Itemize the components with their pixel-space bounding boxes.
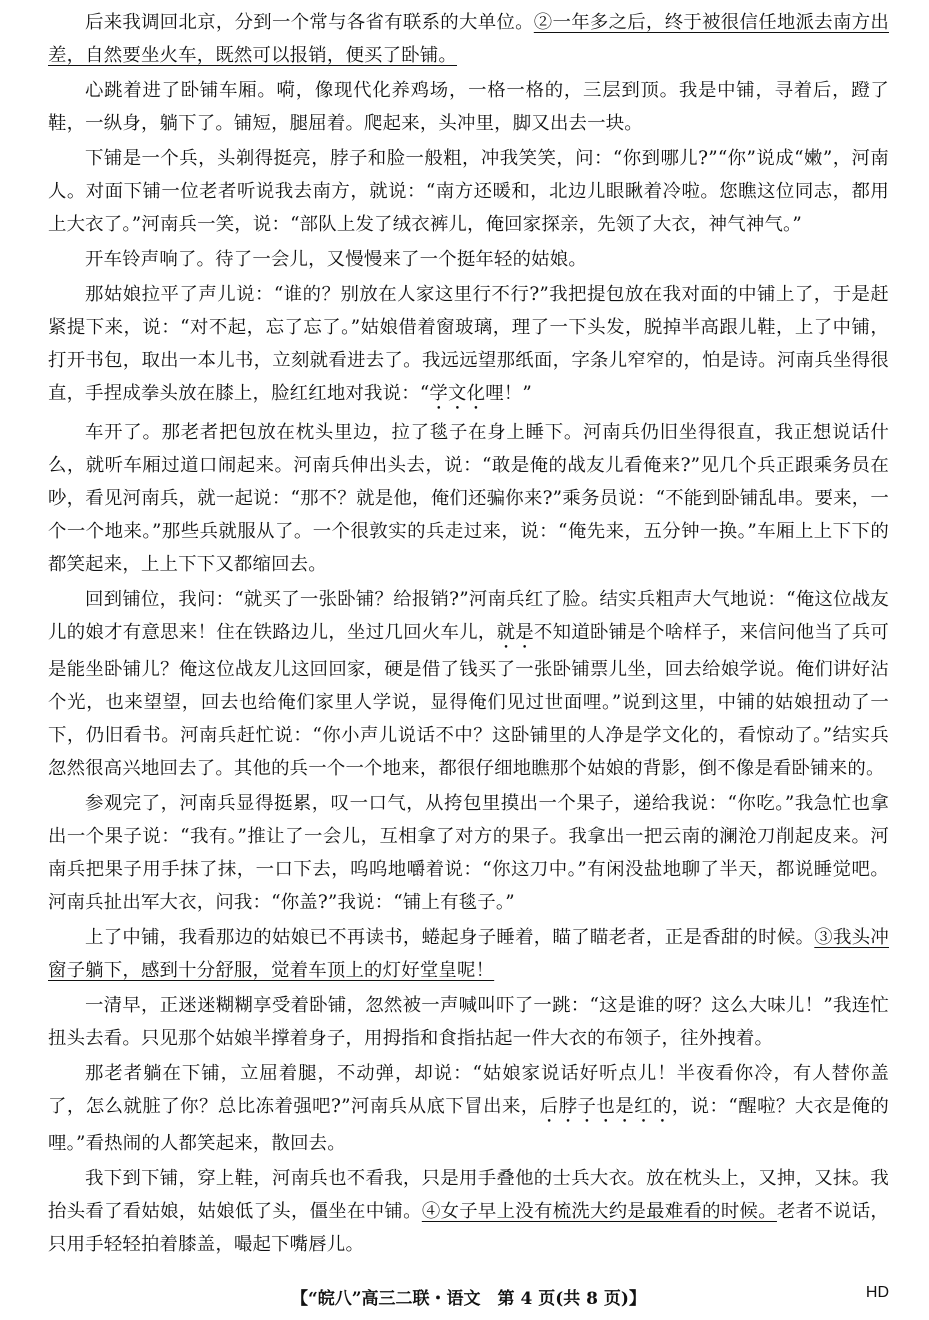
paragraph-2 (48, 74, 889, 140)
text-run: ，说：“醒啦？大衣是俺的哩。”看热闹的人都笑起来，散回去。 (48, 1096, 889, 1154)
text-run: 老者不说话，只用手轻轻拍着膝盖，嘬起下嘴唇儿。 (48, 1201, 889, 1255)
text-run: 一清早，正迷迷糊糊享受着卧铺，忽然被一声喊叫吓了一跳：“这是谁的呀？这么大味儿！”我连忙扭头去看。只见那个姑娘半撑着身子，用拇指和食指拈起一件大衣的布领子，往外拽着。 (48, 995, 889, 1049)
text-run: 那老者躺在下铺，立屈着腿，不动弹，却说：“姑娘家说话好听点儿！半夜看你冷，有人替你盖了，怎么就脏了你？总比冻着强吧?”河南兵从底下冒出来， (48, 1063, 889, 1117)
paragraph-9 (48, 921, 889, 987)
emphasized-phrase: 学文化 (429, 383, 486, 404)
text-run: 我下到下铺，穿上鞋，河南兵也不看我，只是用手叠他的士兵大衣。放在枕头上，又抻，又抹。我抬头看了看姑娘，姑娘低了头，僵坐在中铺。 (48, 1168, 889, 1222)
underlined-sentence: ④女子早上没有梳洗大约是最难看的时候。 (421, 1201, 777, 1222)
text-run: 那姑娘拉平了声儿说：“谁的？别放在人家这里行不行?”我把提包放在我对面的中铺上了，于是赶紧提下来，说：“对不起，忘了忘了。”姑娘借着窗玻璃，理了一下头发，脱掉半高跟儿鞋，上了中铺，打开书包，取出一本儿书，立刻就看进去了。我远远望那纸面，字条儿窄窄的，怕是诗。河南兵坐得很直，手捏成拳头放在膝上，脸红红地对我说：“ (48, 284, 889, 404)
paragraph-12 (48, 1162, 889, 1261)
paragraph-11 (48, 1057, 889, 1160)
underlined-sentence: ②一年多之后，终于被很信任地派去南方出差，自然要坐火车，既然可以报销，便买了卧铺。 (48, 12, 889, 66)
paragraph-10 (48, 989, 889, 1055)
emphasized-phrase: 就是 (496, 622, 534, 643)
text-run: 心跳着进了卧铺车厢。嗬，像现代化养鸡场，一格一格的，三层到顶。我是中铺，寻着后，蹬了鞋，一纵身，躺下了。铺短，腿屈着。爬起来，头冲里，脚又出去一块。 (48, 80, 889, 134)
text-run: 上了中铺，我看那边的姑娘已不再读书，蜷起身子睡着，瞄了瞄老者，正是香甜的时候。 (85, 927, 815, 948)
text-run: 车开了。那老者把包放在枕头里边，拉了毯子在身上睡下。河南兵仍旧坐得很直，我正想说话什么，就听车厢过道口闹起来。河南兵伸出头去，说：“敢是俺的战友儿看俺来?”见几个兵正跟乘务员在吵，看见河南兵，就一起说：“那不？就是他，俺们还骗你来?”乘务员说：“不能到卧铺乱串。要来，一个一个地来。”那些兵就服从了。一个很敦实的兵走过来，说：“俺先来，五分钟一换。”车厢上上下下的都笑起来，上上下下又都缩回去。 (48, 422, 889, 575)
paragraph-8 (48, 787, 889, 919)
paragraph-1 (48, 6, 889, 72)
underlined-sentence: ③我头冲窗子躺下，感到十分舒服，觉着车顶上的灯好堂皇呢！ (48, 927, 889, 981)
text-run: 后来我调回北京，分到一个常与各省有联系的大单位。 (85, 12, 534, 33)
text-run: 哩！” (485, 383, 532, 404)
paragraph-6 (48, 416, 889, 581)
text-run: 开车铃声响了。待了一会儿，又慢慢来了一个挺年轻的姑娘。 (85, 249, 587, 270)
text-run: 不知道卧铺是个啥样子，来信问他当了兵可是能坐卧铺儿？俺这位战友儿这回回家，硬是借了钱买了一张卧铺票儿坐，回去给娘学说。俺们讲好沾个光，也来望望，回去也给俺们家里人学说，显得俺们见过世面哩。”说到这里，中铺的姑娘扭动了一下，仍旧看书。河南兵赶忙说：“你小声儿说话不中？这卧铺里的人净是学文化的，看惊动了。”结实兵忽然很高兴地回去了。其他的兵一个一个地来，都很仔细地瞧那个姑娘的背影，倒不像是看卧铺来的。 (48, 622, 889, 779)
paragraph-7 (48, 583, 889, 785)
exam-code: HD (865, 1284, 889, 1301)
text-run: 下铺是一个兵，头剃得挺亮，脖子和脸一般粗，冲我笑笑，问：“你到哪儿?”“你”说成“嫩”，河南人。对面下铺一位老者听说我去南方，就说：“南方还暖和，北边儿眼瞅着冷啦。您瞧这位同志，都用上大衣了。”河南兵一笑，说：“部队上发了绒衣裤儿，俺回家探亲，先领了大衣，神气神气。” (48, 148, 889, 235)
text-run: 回到铺位，我问：“就买了一张卧铺？给报销?”河南兵红了脸。结实兵粗声大气地说：“俺这位战友儿的娘才有意思来！住在铁路边儿，坐过几回火车儿， (48, 589, 889, 643)
paragraph-5 (48, 278, 889, 414)
text-run: 参观完了，河南兵显得挺累，叹一口气，从挎包里摸出一个果子，递给我说：“你吃。”我急忙也拿出一个果子说：“我有。”推让了一会儿，互相拿了对方的果子。我拿出一把云南的澜沧刀削起皮来。河南兵把果子用手抹了抹，一口下去，呜呜地嚼着说：“你这刀中。”有闲没盐地聊了半天，都说睡觉吧。河南兵扯出军大衣，问我：“你盖?”我说：“铺上有毯子。” (48, 793, 889, 913)
reading-passage (48, 6, 889, 1261)
paragraph-3 (48, 142, 889, 241)
page-footer (48, 1284, 889, 1310)
emphasized-phrase: 后脖子也是红的 (539, 1096, 672, 1117)
paragraph-4 (48, 243, 889, 276)
exam-page-info: 【“皖八”高三二联・语文 第 4 页(共 8 页)】 (291, 1289, 646, 1309)
